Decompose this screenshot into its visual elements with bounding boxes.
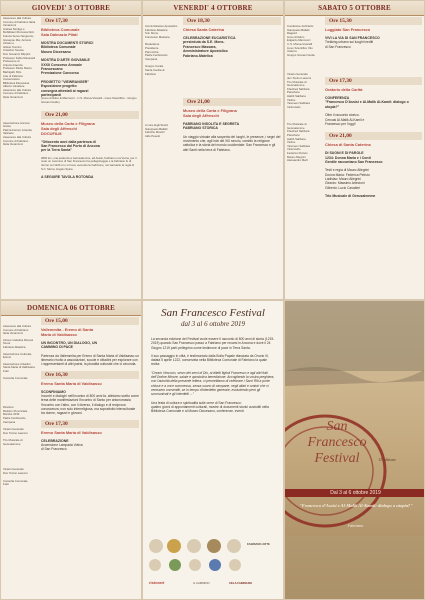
events: Ore 17,30 Biblioteca Comunale Sala Dalmazio Pilati MOSTRA DOCUMENTI STORICI Biblioteca Comunale Museo Diocesano MOSTRA D'ARTE GIOVANILE XXXII Concorso Annuale Francescano Premiazione Concorso PROGETTO "VIEWRANGER" Esposizione progetto consegna attestati ai ragazzi partecipanti (Liceo Artistico E.Mannucci - I.I.S. Morea-Vivarelli - Liceo Scientifico - Gruppo Giovani Guide) Ore 21,00 Museo della Carta e Filigrana Sala degli Affreschi DOCUFILM "Ottocento anni dalla partenza di San Francesco dal Porto di Ancona per la Terra Santa" 2800 km, una partenza a Gerusalemme, ad Assisi, Fabriano e la Verna, per il resto un cammino di San Francesco fra pellegrinaggio e la Fabriano fu di ritorno nel 1220 e lo si trova, secondo la tradizione, nel santuario la regia di S.C. Morra, Angelo Spina A SEGUIRE TAVOLA ROTONDA: [41, 17, 139, 180]
panel-cover: [284, 300, 425, 600]
events: Ore 15,30 Loggiato San Francesco VIVI LA VIA DI SAN FRANCESCO Trekking urbano sui luoghi inediti di San Francesco Ore 17,30 Oratorio della Carità CONFERENZA "Francesco D'Assisi e Al-Malik Al-Kamil: dialogo o utopia?" Oltre il racconto storico. Cercasi Al-Malik Al-Kamil e Francesco per l'oggi! Ore 21,00 Chiesa di Santa Caterina DI SUONI E DI PAROLE 1234: Donna Maria e i Conti Gentile raccontano San Francesco Testi e regia di Mauro Allegrini Donna Maria: Federica Petruio Ladislao: Mauro Allegrini Girardo: Massimo Artecioni Gilberto: Lucio Cavalieri Trio Musicale di Gerusalemme: [325, 17, 422, 198]
events: Ore 18,30 Chiesa Santa Caterina CELEBRAZIONE EUCARISTICA presieduta da S.E. Mons. Francesco Massara, Amministratore Apostolico Fabriano-Matelica Ore 21,00 Museo della Carta e Filigrana Sala degli Affreschi FABRIANO INSOLITA E SEGRETA FABRIANO STORICA Un viaggio virtuale alla scoperta dei luoghi, le presenze, i segni del movimento che, agli inizi del XIII secolo, cambiò la religione cattolica e la storia del mondo occidentale: San Francesco e gli altri Santi nella terra di Fabriano.: [183, 18, 281, 152]
time-2100: Ore 21,00: [41, 111, 139, 119]
cover-edition: II edizione: [379, 457, 396, 462]
side-notes: Conduttore Architetto Giampaolo Ballelli Ragazzi Liceo Artistico Edgardo Mannucci I.I.S. Morea-Vivarelli Liceo Scientifico Vito Volterra Gruppo Giovani Guide Vicario Generale don Tonino Lasconi Trio Musicale di Gerusalemme Kheshed Sabbara Pianoforte Habib Sabbara Violino Yasmeen Sabbara Violoncello Trio Musicale di Gerusalemme Kheshed Sabbara Pianoforte Habib Sabbara Violino Yasmeen Sabbara Violoncello Federico Petruio Mauro Allegrini Alessandro Merli: [287, 24, 315, 163]
side-notes: Assessore alla Cultura Comune di Fabriano Ilaria Venanzoni Andrea Stroligo e Mobilitatori Romana Dott. Franca Serve Nerguccio, Giuseppe Mei, Antonio Ciriaco e Istituto Tecnico Cristofori Scuola Don Giovanni Filippini Professor Fabio Ravanelli Professore di Antonio Faenza Professor Padre Marco Barbigalli, Mitu Arte di Fabriano Conservatore Biblioteca Diocesana Alberto Cavaliere Assessore alle Cultura Comune di Fabriano Ilaria Venanzoni Associazione Ancona Gioiso Piazza Ferrari, Aziende Vaticane Assessore alla Cultura Comune di Fabriano Ilaria Venanzoni: [3, 16, 36, 147]
logo-icon: [149, 539, 163, 553]
logo-icon: [189, 559, 201, 571]
time-1830: Ore 18,30: [183, 17, 281, 25]
time-1730: Ore 17,30: [41, 17, 139, 25]
day-header: DOMENICA 06 OTTOBRE: [1, 301, 141, 316]
side-notes: Amministratore Apostolico Fabriano-Matelica S.E. Mons. Francesco Massara Moderatore Presidente Parrocchia Padre Ferdinando Campana Gruppo Corale Santa Cecilia di Fabriano A cura degli Storici Giampaolo Ballelli Fabrizio Moschi Aldo Pesetti: [145, 24, 178, 138]
day-header: GIOVEDI' 3 OTTOBRE: [1, 1, 141, 16]
cover-quote: "Francesco d'Assisi e Al-Malik Al-Kamil: dialogo o utopia?": [299, 503, 413, 508]
panel-intro: San Francesco Festival dal 3 al 6 ottobre 2019 La seconda edizione del Festival vuole essere il racconto di 800 anni di storia (1219-2019) quando San Francesco passò a Fabriano per recarsi in Ancona e dove il 24 Giugno 1219 partì pellegrino come testimone di pace in Terra Santa. Il suo passaggio in città, è testimoniato dalla Bolla Papale rilasciata da Onorio III, datata 5 aprile 1222, conservata nella Biblioteca Comunale di Fabriano la quale recita: "Onorio Vescovo, servo dei servi di Dio, ai diletti figlioli Francesco e agli altri frati dell'Ordine Minore, salute e apostolica benedizione. Accogliendo la vostra preghiera, con l'autorità della presente lettera, vi permettiamo di celebrare i Sacri Riti a porte chiuse e a voce sommessa, senza suono di campane, negli altari e oratori che vi venissero consentiti, se in tempo d'interdetto generale, escludendo però gli scomunicati e gli interdetti ..." Una festa di cultura e spiritualità sulle orme di San Francesco: quattro giorni di appuntamenti culturali, mostre di documenti storici custoditi nella Biblioteca Comunale e al Museo Diocesano, conferenze, eventi. FABRIANO ARTE ristorart IL CAMMINO CELA FABRIANO: [142, 300, 284, 600]
logo-icon: [149, 559, 161, 571]
festival-dates: dal 3 al 6 ottobre 2019: [180, 320, 246, 328]
time-1630: Ore 16,30: [41, 371, 139, 379]
time-1500: Ore 15,00: [41, 317, 139, 325]
sponsor-logos: FABRIANO ARTE ristorart IL CAMMINO CELA FABRIANO: [149, 539, 279, 597]
logo-icon: [229, 559, 241, 571]
panel-sunday: [0, 300, 142, 600]
day-header: SABATO 5 OTTOBRE: [285, 1, 424, 16]
events: Ore 15,00 Vallemmita - Eremo di Santa Maria di Valdisasso UN INCONTRO, UN DIALOGO, UN CAMMINO DI PACE Partenza da Vallemmita per Eremo di Santa Maria di Valdisasso un itinerario rivolto a associazioni, scuole e cittadini per esplorare con i rappresentanti di altri paesi, la pluralità culturale che ci circonda. Ore 16,30 Eremo Santa Maria di Valdisasso SCONFINIAMO Incontri e dialoghi nell'incontro di 800 anni fa, abbiamo scelto come tema delle manifestazioni l'incontro di Santo per antonomasia l'incontro con l'altro, con il diverso, il dialogo e di reciproca conoscenza, non solo interreligiosa, ma soprattutto interculturale tra donne, ragazzi e giovani. Ore 17,30 Eremo Santa Maria di Valdisasso CELEBRAZIONE Accensione Lampada Votiva di San Francesco: [41, 318, 139, 452]
time-2100: Ore 21,00: [325, 132, 422, 140]
cover-city: Fabriano: [347, 523, 364, 528]
festival-title: San Francesco Festival: [161, 307, 265, 319]
logo-icon: [169, 559, 181, 571]
logo-icon: [207, 539, 221, 553]
time-1730: Ore 17,30: [325, 77, 422, 85]
time-1530: Ore 15,30: [325, 17, 422, 25]
cover-title: San Francesco Festival: [307, 419, 367, 466]
logo-icon: [209, 559, 221, 571]
logo-icon: [187, 539, 201, 553]
panel-friday: [142, 0, 284, 300]
panel-thursday: [0, 0, 142, 300]
logo-icon: [227, 539, 241, 553]
time-1730: Ore 17,30: [41, 420, 139, 428]
side-notes: Assessore alla Cultura Comune di Fabriano Ilaria Venanzoni Azione Cattolica Diocesi Scout Fabriano-Matelica Associazione Culturale Eremo Associazione Cittadini Santa Maria di Valdisasso Frati Consulta Comunale Direttore Ministro Provinciale Marche OFM Padre Ferdinando Campana Vicario Generale Don Tonino Lasconi Trio Musicale di Gerusalemme Vicario Generale Don Tonino Lasconi Consulta Comunale Frati: [3, 324, 36, 487]
time-2100: Ore 21,00: [183, 98, 281, 106]
cover-dates: Dal 3 al 6 ottobre 2019: [285, 489, 425, 497]
panel-saturday: [284, 0, 425, 300]
day-header: VENERDI' 4 OTTOBRE: [143, 1, 283, 16]
logo-icon: [167, 539, 181, 553]
